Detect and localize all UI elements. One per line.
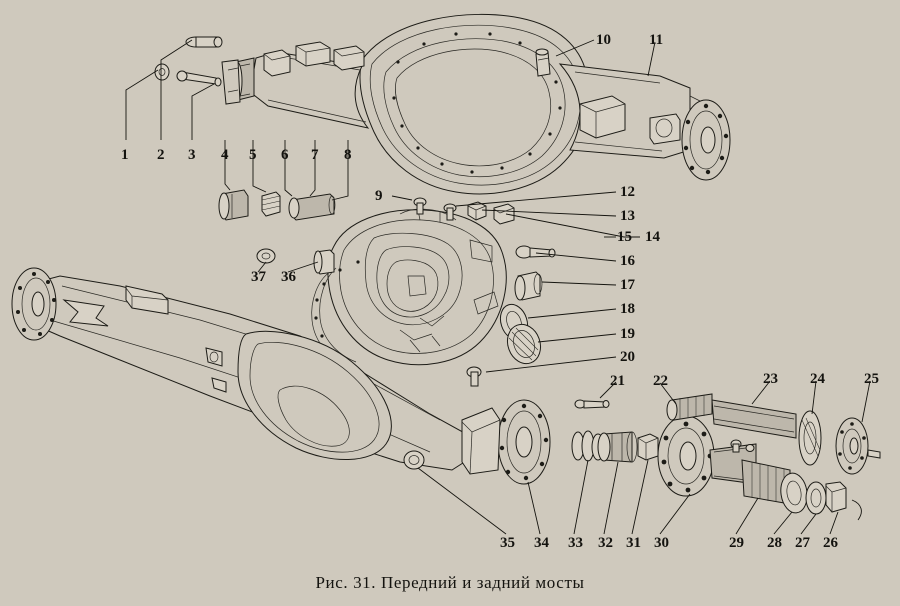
callout-18: 18 (620, 301, 635, 317)
callout-37: 37 (251, 269, 266, 285)
callout-11: 11 (649, 32, 664, 48)
axle-shaft-hub-assembly (572, 394, 880, 520)
callout-1: 1 (121, 147, 129, 163)
callout-15: 15 (617, 229, 632, 245)
callout-36: 36 (281, 269, 296, 285)
callout-8: 8 (344, 147, 352, 163)
callout-6: 6 (281, 147, 289, 163)
callout-26: 26 (823, 535, 838, 551)
callout-19: 19 (620, 326, 635, 342)
callout-31: 31 (626, 535, 641, 551)
rear-axle-housing-top (155, 14, 730, 193)
callout-5: 5 (249, 147, 257, 163)
callout-35: 35 (500, 535, 515, 551)
callout-28: 28 (767, 535, 782, 551)
callout-17: 17 (620, 277, 635, 293)
callout-4: 4 (221, 147, 229, 163)
callout-2: 2 (157, 147, 165, 163)
callout-34: 34 (534, 535, 549, 551)
callout-29: 29 (729, 535, 744, 551)
callout-7: 7 (311, 147, 319, 163)
callout-14: 14 (645, 229, 660, 245)
callout-33: 33 (568, 535, 583, 551)
callout-3: 3 (188, 147, 196, 163)
callout-30: 30 (654, 535, 669, 551)
callout-24: 24 (810, 371, 825, 387)
callout-23: 23 (763, 371, 778, 387)
callout-13: 13 (620, 208, 635, 224)
callout-12: 12 (620, 184, 635, 200)
callout-9: 9 (375, 188, 383, 204)
callout-21: 21 (610, 373, 625, 389)
callout-22: 22 (653, 373, 668, 389)
callout-10: 10 (596, 32, 611, 48)
callout-20: 20 (620, 349, 635, 365)
figure-caption: Рис. 31. Передний и задний мосты (315, 573, 585, 592)
callout-16: 16 (620, 253, 635, 269)
callout-32: 32 (598, 535, 613, 551)
callout-25: 25 (864, 371, 879, 387)
callout-27: 27 (795, 535, 810, 551)
